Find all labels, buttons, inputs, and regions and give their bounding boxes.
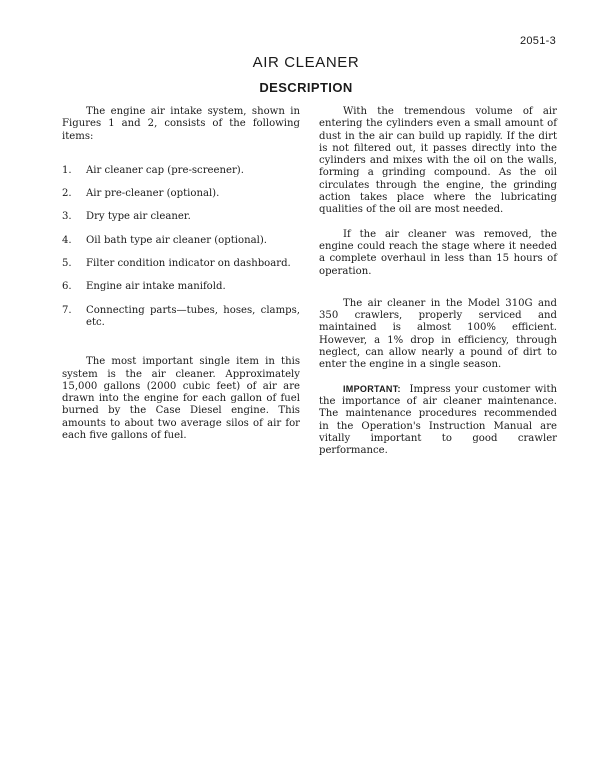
important-label: IMPORTANT: [343,383,401,394]
component-list [62,165,300,329]
list-item-number: 6. [62,281,72,293]
intro-paragraph: The engine air intake system, shown in Figures 1 and 2, consists of the following items: [62,106,300,142]
page-number: 2051-3 [519,35,556,47]
list-item-text: Engine air intake manifold. [86,281,226,293]
body-paragraph: With the tremendous volume of air entering the cylinders even a small amount of dust in the air can build up rapidly. If the dirt is not filtered out, it passes directly into the cylinders and mixes with the oil on the walls, forming a grinding compound. As the oil circulates through the engine, the grinding action takes place where the lubricating qualities of the oil are most needed. [319,106,557,216]
list-item-text: Oil bath type air cleaner (optional). [86,234,267,246]
list-item-number: 7. [62,304,72,316]
list-item [62,188,300,200]
list-item [62,165,300,177]
important-paragraph [319,383,557,458]
list-item-number: 3. [62,211,72,223]
section-title: AIR CLEANER [252,54,360,71]
list-item [62,281,300,293]
list-item-text: Connecting parts—tubes, hoses, clamps, etc. [86,304,300,328]
list-item-number: 5. [62,258,72,270]
body-paragraph: The air cleaner in the Model 310G and 350 crawlers, properly serviced and maintained is almost 100% efficient. However, a 1% drop in efficiency, through neglect, can allow nearly a pound of dirt to enter the engine in a single season. [319,297,557,371]
list-item [62,211,300,223]
list-item-number: 2. [62,188,72,200]
list-item-number: 4. [62,234,72,246]
list-item-text: Dry type air cleaner. [86,211,191,223]
list-item-text: Air pre-cleaner (optional). [86,188,220,200]
list-item-text: Air cleaner cap (pre-screener). [86,164,244,176]
closing-paragraph: The most important single item in this system is the air cleaner. Approximately 15,000 gallons (2000 cubic feet) of air are drawn into the engine for each gallon of fuel burned by the Case Diesel engine. This amounts to about two average silos of air for each five gallons of fuel. [62,356,300,442]
section-subtitle: DESCRIPTION [259,80,353,95]
left-column [62,106,300,442]
right-column [319,106,557,457]
list-item-number: 1. [62,164,72,176]
body-paragraph: If the air cleaner was removed, the engine could reach the stage where it needed a complete overhaul in less than 15 hours of operation. [319,228,557,277]
list-item-text: Filter condition indicator on dashboard. [86,258,291,270]
important-text: Impress your customer with the importance of air cleaner maintenance. The maintenance procedures recommended in the Operation's Instruction Manual are vitally important to good crawler performance. [319,383,558,457]
list-item [62,258,300,270]
list-item [62,305,300,330]
list-item [62,235,300,247]
